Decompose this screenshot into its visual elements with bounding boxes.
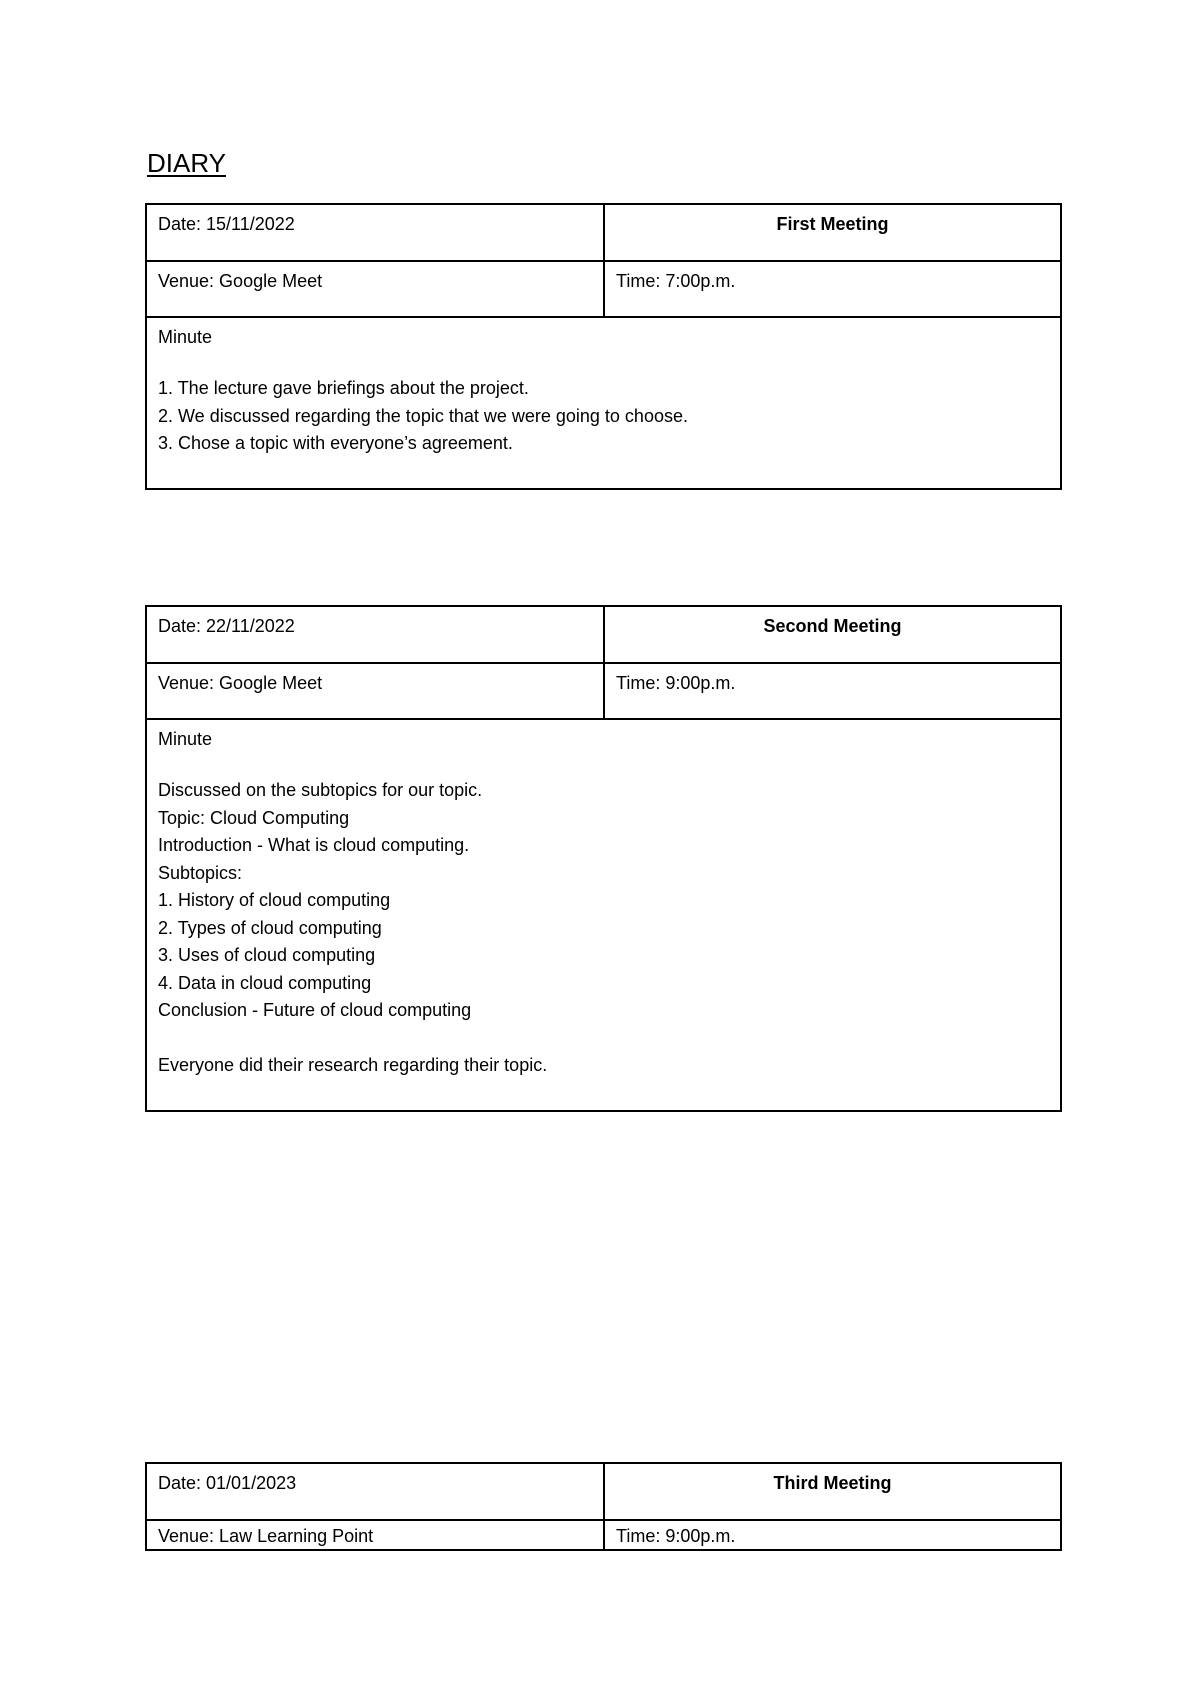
meeting-time: Time: 9:00p.m.	[604, 663, 1061, 719]
minute-label: Minute	[158, 327, 213, 347]
meeting-venue: Venue: Google Meet	[146, 663, 604, 719]
meeting-date: Date: 01/01/2023	[146, 1463, 604, 1520]
meeting-heading: First Meeting	[604, 204, 1061, 261]
minute-section	[146, 317, 1061, 489]
minute-label: Minute	[158, 729, 213, 749]
meeting-heading: Second Meeting	[604, 606, 1061, 663]
meeting-venue: Venue: Law Learning Point	[146, 1520, 604, 1550]
minute-line: Conclusion - Future of cloud computing	[158, 1000, 472, 1020]
minute-line: 2. We discussed regarding the topic that we were going to choose.	[158, 405, 688, 426]
minute-line: Introduction - What is cloud computing.	[158, 835, 470, 855]
meeting-date: Date: 22/11/2022	[146, 606, 604, 663]
meeting-venue: Venue: Google Meet	[146, 261, 604, 317]
minute-line: Discussed on the subtopics for our topic.	[158, 780, 483, 800]
minute-line: 2. Types of cloud computing	[158, 917, 382, 938]
meeting-time: Time: 9:00p.m.	[604, 1520, 1061, 1550]
meeting-date: Date: 15/11/2022	[146, 204, 604, 261]
minute-line: 3. Uses of cloud computing	[158, 945, 376, 965]
meeting-heading: Third Meeting	[604, 1463, 1061, 1520]
meeting-table-1	[145, 203, 1062, 490]
meeting-time: Time: 7:00p.m.	[604, 261, 1061, 317]
minute-line: 1. The lecture gave briefings about the project.	[158, 378, 529, 398]
minute-line: Subtopics:	[158, 862, 243, 883]
minute-line: 1. History of cloud computing	[158, 890, 391, 910]
minute-closing: Everyone did their research regarding their topic.	[158, 1054, 548, 1075]
minute-section	[146, 719, 1061, 1111]
page-title: DIARY	[147, 148, 226, 178]
minute-line: 3. Chose a topic with everyone’s agreement.	[158, 433, 513, 453]
minute-line: 4. Data in cloud computing	[158, 972, 372, 993]
meeting-table-3	[145, 1462, 1062, 1551]
minute-line: Topic: Cloud Computing	[158, 807, 350, 828]
meeting-table-2	[145, 605, 1062, 1112]
